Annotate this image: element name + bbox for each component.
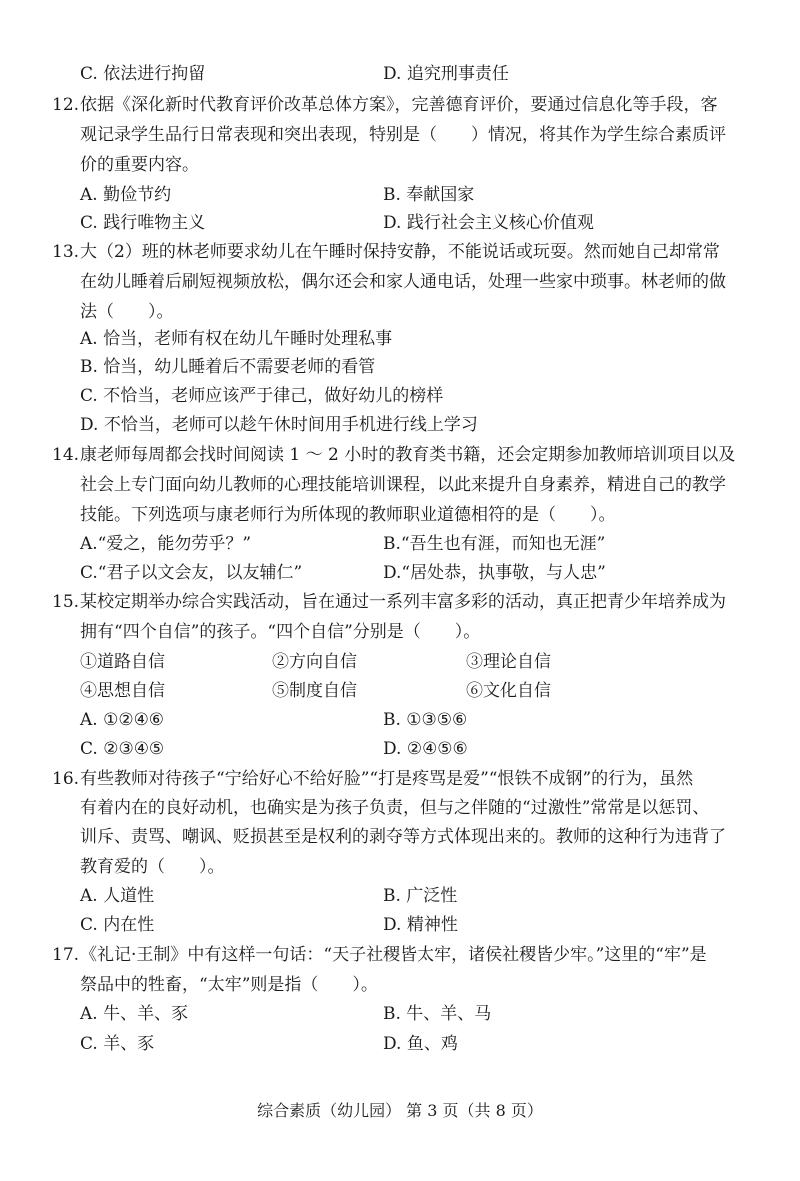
statement-item: ⑥文化自信 — [466, 681, 551, 701]
question-number: 13. — [52, 242, 80, 262]
option-c: C.“君子以文会友，以友辅仁” — [80, 563, 303, 583]
question-stem-line: 祭品中的牲畜，“太牢”则是指（ ）。 — [80, 975, 378, 995]
question-stem-line: 拥有“四个自信”的孩子。“四个自信”分别是（ ）。 — [80, 622, 481, 642]
question-number: 12. — [52, 95, 80, 115]
option-d: D. 追究刑事责任 — [383, 64, 509, 84]
option-a: A. 人道性 — [80, 886, 155, 906]
option-c: C. 内在性 — [80, 915, 155, 935]
option-d: D.“居处恭，执事敬，与人忠” — [383, 563, 606, 583]
option-d: D. 践行社会主义核心价值观 — [383, 213, 594, 233]
option-b: B.“吾生也有涯，而知也无涯” — [383, 534, 606, 554]
question-stem-line: 依据《深化新时代教育评价改革总体方案》，完善德育评价，要通过信息化等手段，客 — [80, 95, 718, 115]
option-b: B. 牛、羊、马 — [383, 1004, 492, 1024]
question-number: 15. — [52, 592, 80, 612]
question-stem-line: 有些教师对待孩子“宁给好心不给好脸”“打是疼骂是爱”“恨铁不成钢”的行为，虽然 — [80, 769, 694, 789]
statement-item: ①道路自信 — [80, 652, 165, 672]
question-stem-line: 教育爱的（ ）。 — [80, 857, 225, 877]
question-stem-line: 在幼儿睡着后刷短视频放松，偶尔还会和家人通电话，处理一些家中琐事。林老师的做 — [80, 272, 726, 292]
question-stem-line: 《礼记·王制》中有这样一句话：“天子社稷皆太牢，诸侯社稷皆少牢。”这里的“牢”是 — [80, 945, 707, 965]
option-c: C. 羊、豕 — [80, 1034, 155, 1054]
question-number: 14. — [52, 445, 80, 465]
option-c: C. 不恰当，老师应该严于律己，做好幼儿的榜样 — [80, 386, 444, 406]
option-b: B. 恰当，幼儿睡着后不需要老师的看管 — [80, 357, 376, 377]
page-footer: 综合素质（幼儿园） 第 3 页（共 8 页） — [257, 1101, 543, 1120]
statement-item: ④思想自信 — [80, 681, 165, 701]
option-a: A.“爱之，能勿劳乎？” — [80, 534, 252, 554]
option-a: A. 勤俭节约 — [80, 185, 172, 205]
option-c: C. ②③④⑤ — [80, 739, 165, 759]
question-stem-line: 社会上专门面向幼儿教师的心理技能培训课程，以此来提升自身素养，精进自己的教学 — [80, 475, 726, 495]
statement-item: ⑤制度自信 — [272, 681, 357, 701]
option-d: D. 不恰当，老师可以趁午休时间用手机进行线上学习 — [80, 415, 478, 435]
question-stem-line: 康老师每周都会找时间阅读 1 ～ 2 小时的教育类书籍，还会定期参加教师培训项目以及 — [80, 445, 736, 465]
option-d: D. 精神性 — [383, 915, 458, 935]
option-c: C. 依法进行拘留 — [80, 64, 206, 84]
question-stem-line: 训斥、责骂、嘲讽、贬损甚至是权利的剥夺等方式体现出来的。教师的这种行为违背了 — [80, 827, 726, 847]
option-b: B. 奉献国家 — [383, 185, 475, 205]
statement-item: ②方向自信 — [272, 652, 357, 672]
question-stem-line: 价的重要内容。 — [80, 155, 199, 175]
question-stem-line: 某校定期举办综合实践活动，旨在通过一系列丰富多彩的活动，真正把青少年培养成为 — [80, 592, 726, 612]
option-a: A. ①②④⑥ — [80, 710, 165, 730]
question-number: 17. — [52, 945, 80, 965]
statement-item: ③理论自信 — [466, 652, 551, 672]
question-stem-line: 有着内在的良好动机，也确实是为孩子负责，但与之伴随的“过激性”常常是以惩罚、 — [80, 798, 710, 818]
option-c: C. 践行唯物主义 — [80, 213, 206, 233]
question-stem-line: 法（ ）。 — [80, 302, 174, 322]
option-a: A. 恰当，老师有权在幼儿午睡时处理私事 — [80, 329, 393, 349]
option-b: B. ①③⑤⑥ — [383, 710, 468, 730]
option-d: D. 鱼、鸡 — [383, 1034, 458, 1054]
question-stem-line: 技能。下列选项与康老师行为所体现的教师职业道德相符的是（ ）。 — [80, 505, 616, 525]
option-b: B. 广泛性 — [383, 886, 458, 906]
option-d: D. ②④⑤⑥ — [383, 739, 468, 759]
option-a: A. 牛、羊、豕 — [80, 1004, 189, 1024]
question-stem-line: 观记录学生品行日常表现和突出表现，特别是（ ）情况，将其作为学生综合素质评 — [80, 125, 726, 145]
question-stem-line: 大（2）班的林老师要求幼儿在午睡时保持安静，不能说话或玩耍。然而她自己却常常 — [80, 242, 720, 262]
question-number: 16. — [52, 769, 80, 789]
